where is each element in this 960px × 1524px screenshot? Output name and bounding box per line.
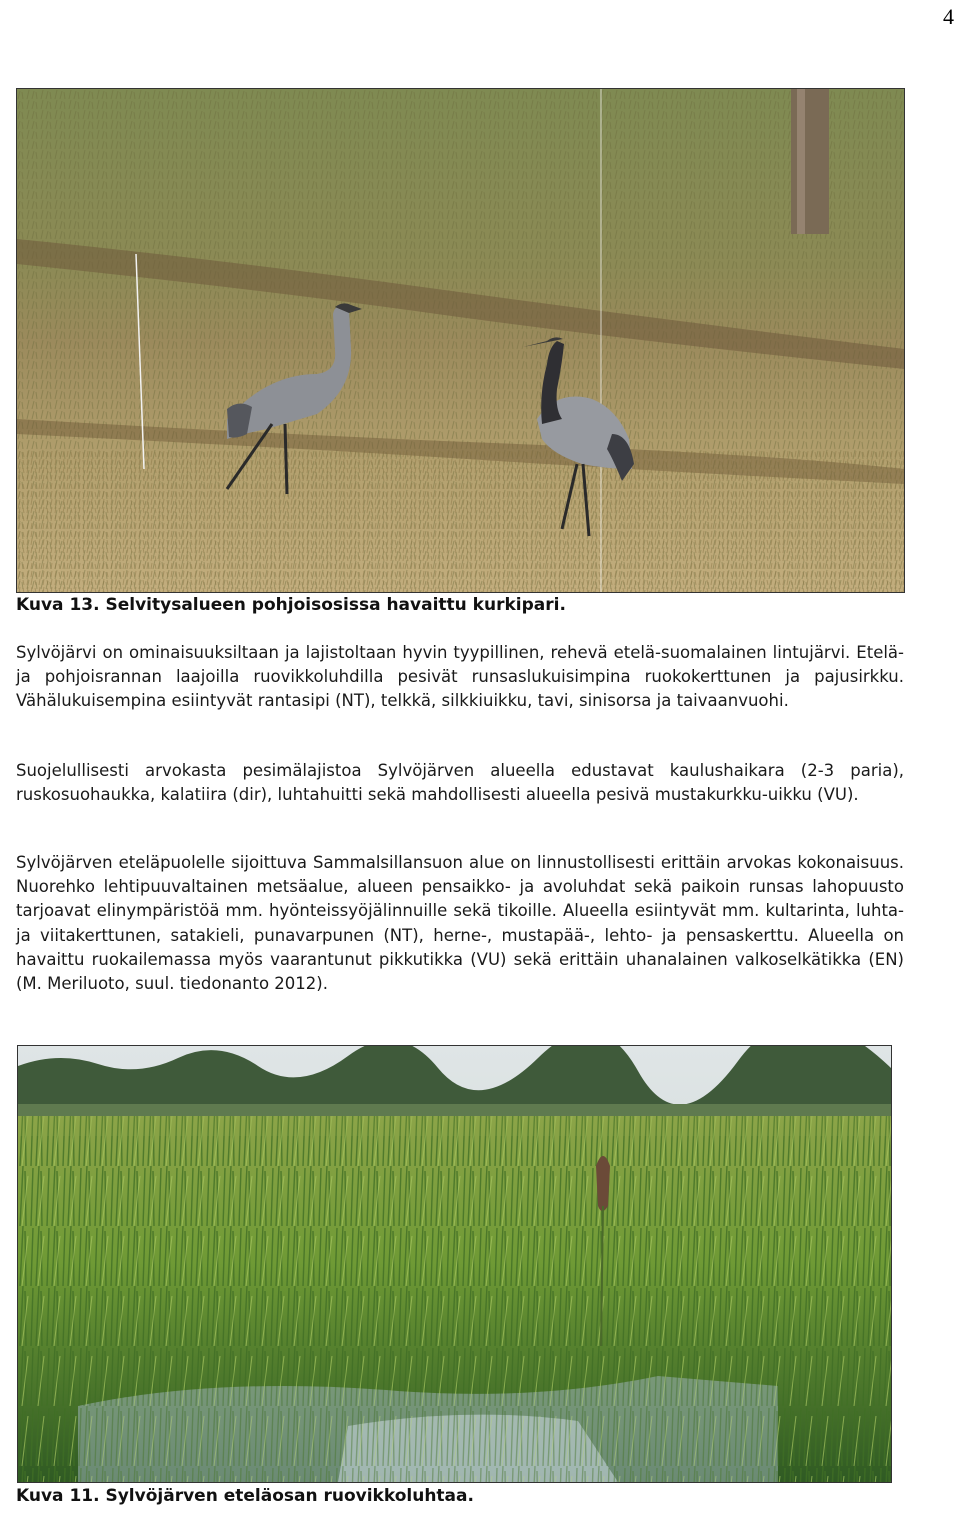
body-paragraph: Sylvöjärvi on ominaisuuksiltaan ja lajistoltaan hyvin tyypillinen, rehevä etelä-suomalainen lintujärvi. Etelä- ja pohjoisrannan laajoilla ruovikkoluhdilla pesivät runsaslukuisimpina ruokokerttunen ja pajusirkku. Vähälukuisempina esiintyvät rantasipi (NT), telkkä, silkkiuikku, tavi, sinisorsa ja taivaanvuohi. <box>16 643 904 711</box>
crane-pair-photo <box>16 88 905 593</box>
figure-caption-reeds: Kuva 11. Sylvöjärven eteläosan ruovikkoluhtaa. <box>16 1486 474 1506</box>
body-paragraph: Sylvöjärven eteläpuolelle sijoittuva Sammalsillansuon alue on linnustollisesti erittäin arvokas kokonaisuus. Nuorehko lehtipuuvaltainen metsäalue, alueen pensaikko- ja avoluhdat sekä paikoin runsas lahopuusto tarjoavat elinympäristöä mm. hyönteissyöjälinnuille sekä tikoille. Alueella esiintyvät mm. kultarinta, luhta- ja viitakerttunen, satakieli, punavarpunen (NT), herne-, mustapää-, lehto- ja pensaskerttu. Alueella on havaittu ruokailemassa myös vaarantunut pikkutikka (VU) sekä erittäin uhanalainen valkoselkätikka (EN)(M. Meriluoto, suul. tiedonanto 2012). <box>16 853 904 994</box>
reed-marsh-illustration <box>18 1046 891 1482</box>
crane-pair-illustration <box>17 89 904 592</box>
reed-marsh-photo <box>17 1045 892 1483</box>
page-number: 4 <box>943 4 954 29</box>
body-paragraph: Suojelullisesti arvokasta pesimälajistoa Sylvöjärven alueella edustavat kaulushaikara (2-3 paria), ruskosuohaukka, kalatiira (dir), luhtahuitti sekä mahdollisesti alueella pesivä mustakurkku-uikku (VU). <box>16 761 904 805</box>
figure-caption-cranes: Kuva 13. Selvitysalueen pohjoisosissa havaittu kurkipari. <box>16 595 566 615</box>
